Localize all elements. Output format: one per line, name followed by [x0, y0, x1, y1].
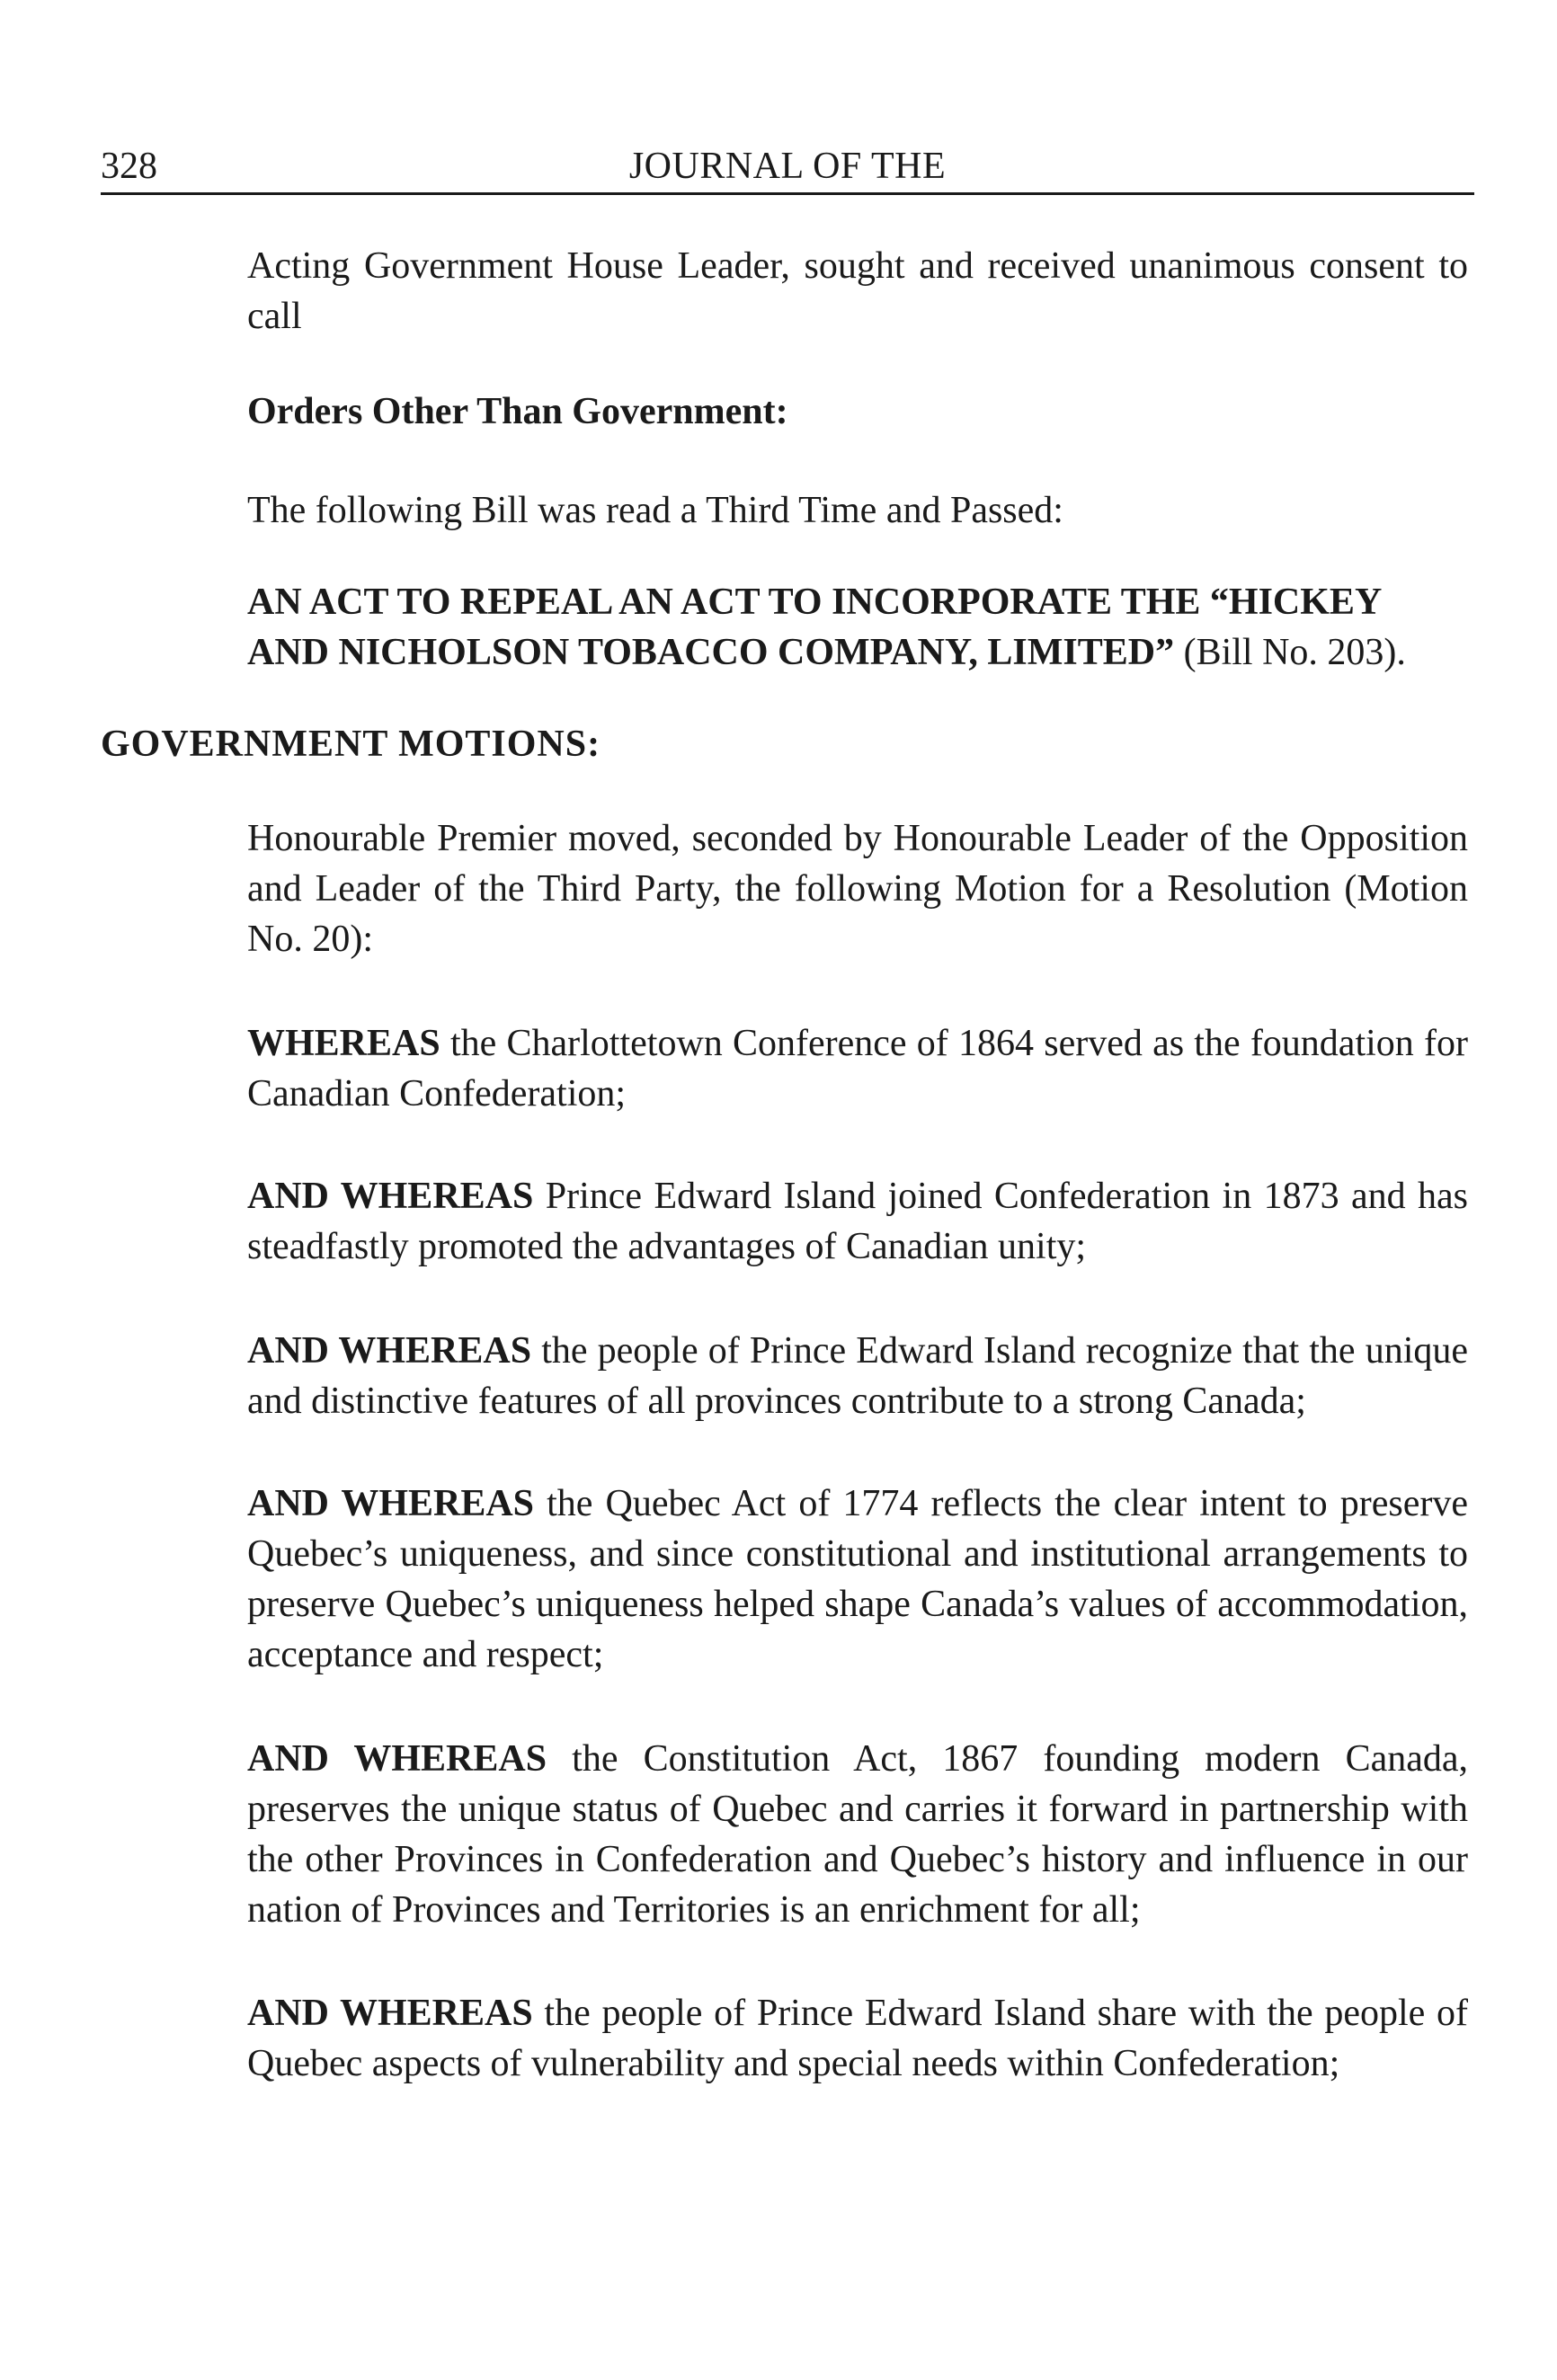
- page-number: 328: [101, 146, 157, 187]
- orders-heading: Orders Other Than Government:: [247, 391, 788, 432]
- clause-text: the Constitution Act, 1867 founding modern Canada, preserves the unique status of Quebec and carries it forward in partnership with the other Provinces in Confederation and Quebec’s history and influence in our nation of Provinces and Territories is an enrichment for all;: [247, 1738, 1469, 1931]
- clause-lead: WHEREAS: [247, 1023, 440, 1064]
- clause-1: [247, 1018, 1468, 1119]
- bill-number: (Bill No. 203).: [1174, 632, 1406, 673]
- clause-lead: AND WHEREAS: [247, 1993, 533, 2034]
- intro-paragraph: Acting Government House Leader, sought and received unanimous consent to call: [247, 245, 1468, 337]
- running-head: JOURNAL OF THE: [628, 146, 947, 187]
- clause-5: [247, 1734, 1468, 1935]
- clause-4: [247, 1479, 1468, 1680]
- clause-text: the Charlottetown Conference of 1864 served as the foundation for Canadian Confederation;: [247, 1023, 1468, 1115]
- page-header: [101, 135, 1474, 198]
- clause-lead: AND WHEREAS: [247, 1330, 532, 1372]
- motion-intro: Honourable Premier moved, seconded by Honourable Leader of the Opposition and Leader of the Third Party, the following Motion for a Resolution (Motion No. 20):: [247, 818, 1468, 960]
- bill-title: AN ACT TO REPEAL AN ACT TO INCORPORATE THE “HICKEY AND NICHOLSON TOBACCO COMPANY, LIMITED”: [247, 582, 1381, 673]
- clause-text: Prince Edward Island joined Confederation in 1873 and has steadfastly promoted the advantages of Canadian unity;: [247, 1176, 1469, 1267]
- clause-text: the people of Prince Edward Island share with the people of Quebec aspects of vulnerability and special needs within Confederation;: [247, 1993, 1468, 2084]
- clause-lead: AND WHEREAS: [247, 1176, 534, 1217]
- bill-statement: The following Bill was read a Third Time and Passed:: [247, 490, 1063, 531]
- bill-title-paragraph: [247, 577, 1468, 678]
- clause-lead: AND WHEREAS: [247, 1483, 535, 1524]
- clause-text: the Quebec Act of 1774 reflects the clear intent to preserve Quebec’s uniqueness, and since constitutional and institutional arrangements to preserve Quebec’s uniqueness helped shape Canada’s values of accommodation, acceptance and respect;: [247, 1483, 1468, 1675]
- clause-6: [247, 1988, 1468, 2089]
- government-motions-heading: GOVERNMENT MOTIONS:: [101, 724, 601, 765]
- clause-text: the people of Prince Edward Island recognize that the unique and distinctive features of all provinces contribute to a strong Canada;: [247, 1330, 1469, 1422]
- header-rule: [101, 192, 1474, 195]
- clause-2: [247, 1171, 1468, 1272]
- clause-lead: AND WHEREAS: [247, 1738, 547, 1780]
- clause-3: [247, 1326, 1468, 1426]
